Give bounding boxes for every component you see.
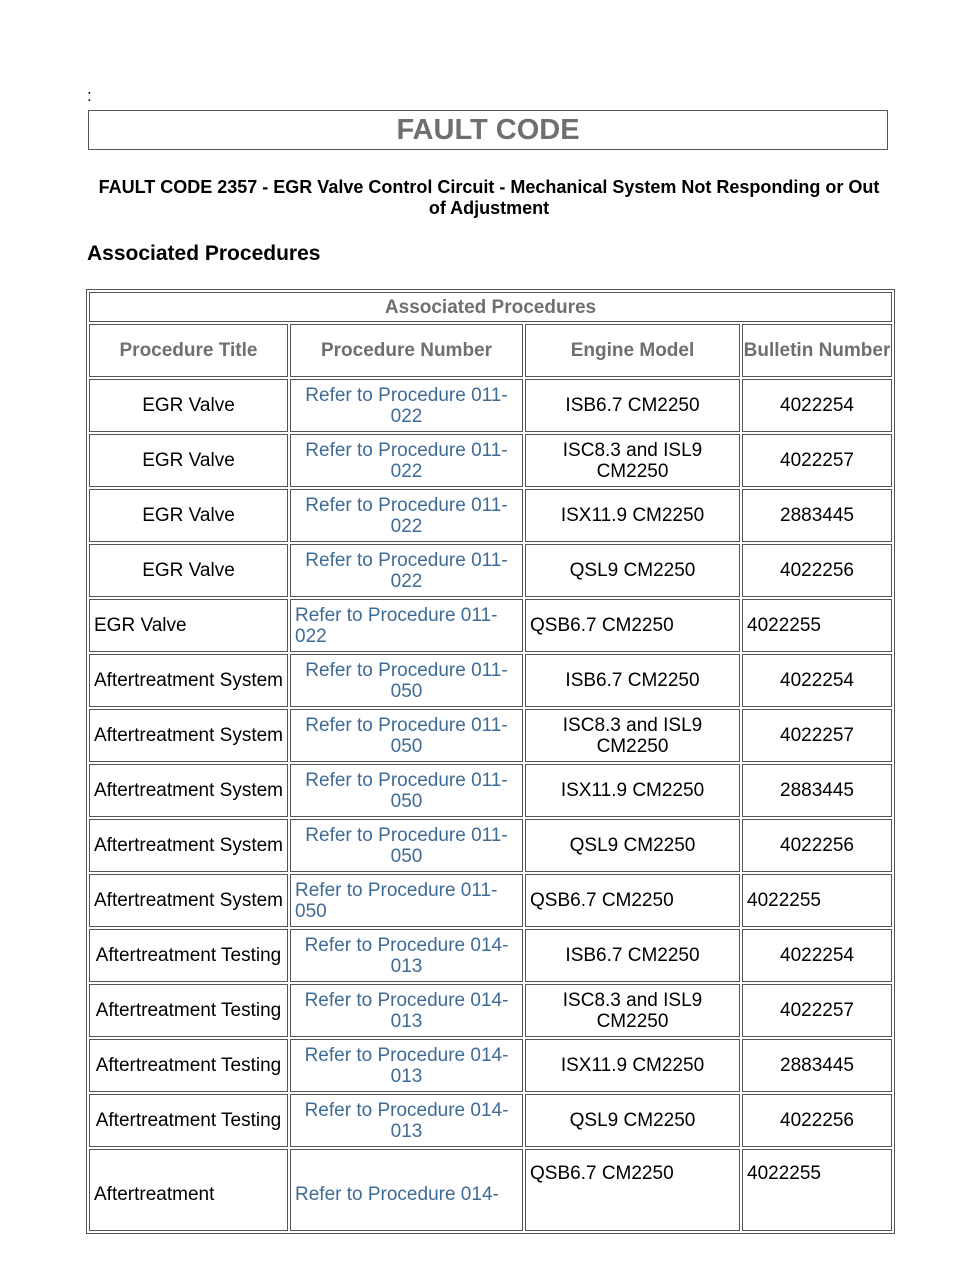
- engine-model-cell: ISX11.9 CM2250: [525, 1039, 740, 1092]
- header-engine-model: Engine Model: [525, 324, 740, 377]
- bulletin-number-cell: 4022255: [742, 874, 892, 927]
- procedure-title-cell: EGR Valve: [89, 379, 288, 432]
- engine-model-cell: QSB6.7 CM2250: [525, 874, 740, 927]
- engine-model-cell: QSL9 CM2250: [525, 544, 740, 597]
- procedure-link[interactable]: Refer to Procedure 011-022: [290, 379, 523, 432]
- procedure-link[interactable]: Refer to Procedure 014-013: [290, 984, 523, 1037]
- bulletin-number-cell: 4022257: [742, 984, 892, 1037]
- bulletin-number-cell: 4022255: [742, 599, 892, 652]
- procedure-title-cell: Aftertreatment System: [89, 819, 288, 872]
- table-row: [89, 764, 892, 817]
- table-row: [89, 819, 892, 872]
- table-row: [89, 544, 892, 597]
- procedure-link[interactable]: Refer to Procedure 014-013: [290, 1094, 523, 1147]
- table-row: [89, 654, 892, 707]
- engine-model-cell: ISX11.9 CM2250: [525, 489, 740, 542]
- procedure-link[interactable]: Refer to Procedure 011-050: [290, 764, 523, 817]
- engine-model-cell: QSB6.7 CM2250: [525, 599, 740, 652]
- table-row: [89, 1094, 892, 1147]
- engine-model-cell: ISC8.3 and ISL9 CM2250: [525, 434, 740, 487]
- page-colon: :: [87, 86, 92, 105]
- engine-model-cell: QSB6.7 CM2250: [525, 1149, 740, 1231]
- procedure-link[interactable]: Refer to Procedure 011-050: [290, 709, 523, 762]
- procedure-link[interactable]: Refer to Procedure 011-022: [290, 544, 523, 597]
- procedure-title-cell: Aftertreatment System: [89, 874, 288, 927]
- procedure-title-cell: Aftertreatment System: [89, 709, 288, 762]
- bulletin-number-cell: 2883445: [742, 1039, 892, 1092]
- procedure-link[interactable]: Refer to Procedure 014-: [290, 1149, 523, 1231]
- procedure-title-cell: Aftertreatment Testing: [89, 1094, 288, 1147]
- table-row: [89, 929, 892, 982]
- procedure-title-cell: Aftertreatment System: [89, 654, 288, 707]
- engine-model-cell: QSL9 CM2250: [525, 819, 740, 872]
- bulletin-number-cell: 4022257: [742, 434, 892, 487]
- bulletin-number-cell: 2883445: [742, 764, 892, 817]
- header-procedure-number: Procedure Number: [290, 324, 523, 377]
- procedure-title-cell: Aftertreatment Testing: [89, 1039, 288, 1092]
- procedure-title-cell: EGR Valve: [89, 544, 288, 597]
- procedure-link[interactable]: Refer to Procedure 011-050: [290, 874, 523, 927]
- associated-procedures-table: [86, 289, 895, 1234]
- procedure-link[interactable]: Refer to Procedure 011-050: [290, 819, 523, 872]
- engine-model-cell: ISB6.7 CM2250: [525, 379, 740, 432]
- bulletin-number-cell: 4022254: [742, 379, 892, 432]
- header-bulletin-number: Bulletin Number: [742, 324, 892, 377]
- procedure-link[interactable]: Refer to Procedure 011-050: [290, 654, 523, 707]
- bulletin-number-cell: 4022254: [742, 929, 892, 982]
- table-row: [89, 599, 892, 652]
- procedure-link[interactable]: Refer to Procedure 014-013: [290, 1039, 523, 1092]
- procedure-link[interactable]: Refer to Procedure 011-022: [290, 434, 523, 487]
- procedure-link[interactable]: Refer to Procedure 014-013: [290, 929, 523, 982]
- procedure-title-cell: EGR Valve: [89, 489, 288, 542]
- table-row: [89, 489, 892, 542]
- procedure-title-cell: Aftertreatment: [89, 1149, 288, 1231]
- procedure-title-cell: Aftertreatment Testing: [89, 984, 288, 1037]
- fault-code-banner: FAULT CODE: [88, 110, 888, 150]
- engine-model-cell: ISX11.9 CM2250: [525, 764, 740, 817]
- bulletin-number-cell: 4022256: [742, 1094, 892, 1147]
- table-row: [89, 434, 892, 487]
- bulletin-number-cell: 4022256: [742, 819, 892, 872]
- table-row: [89, 1039, 892, 1092]
- engine-model-cell: ISB6.7 CM2250: [525, 654, 740, 707]
- engine-model-cell: QSL9 CM2250: [525, 1094, 740, 1147]
- procedure-link[interactable]: Refer to Procedure 011-022: [290, 599, 523, 652]
- table-row: [89, 709, 892, 762]
- engine-model-cell: ISB6.7 CM2250: [525, 929, 740, 982]
- bulletin-number-cell: 4022256: [742, 544, 892, 597]
- section-heading: Associated Procedures: [87, 242, 321, 265]
- engine-model-cell: ISC8.3 and ISL9 CM2250: [525, 709, 740, 762]
- bulletin-number-cell: 4022257: [742, 709, 892, 762]
- procedure-title-cell: Aftertreatment System: [89, 764, 288, 817]
- bulletin-number-cell: 4022255: [742, 1149, 892, 1231]
- bulletin-number-cell: 4022254: [742, 654, 892, 707]
- procedure-title-cell: Aftertreatment Testing: [89, 929, 288, 982]
- table-row: [89, 1149, 892, 1231]
- fault-code-title: FAULT CODE 2357 - EGR Valve Control Circuit - Mechanical System Not Responding or Out of Adjustment: [98, 177, 880, 218]
- table-row: [89, 379, 892, 432]
- procedure-title-cell: EGR Valve: [89, 599, 288, 652]
- engine-model-cell: ISC8.3 and ISL9 CM2250: [525, 984, 740, 1037]
- procedure-title-cell: EGR Valve: [89, 434, 288, 487]
- procedures-table-container: [86, 289, 892, 1205]
- table-caption: Associated Procedures: [89, 292, 892, 322]
- procedure-link[interactable]: Refer to Procedure 011-022: [290, 489, 523, 542]
- table-row: [89, 984, 892, 1037]
- bulletin-number-cell: 2883445: [742, 489, 892, 542]
- table-row: [89, 874, 892, 927]
- header-procedure-title: Procedure Title: [89, 324, 288, 377]
